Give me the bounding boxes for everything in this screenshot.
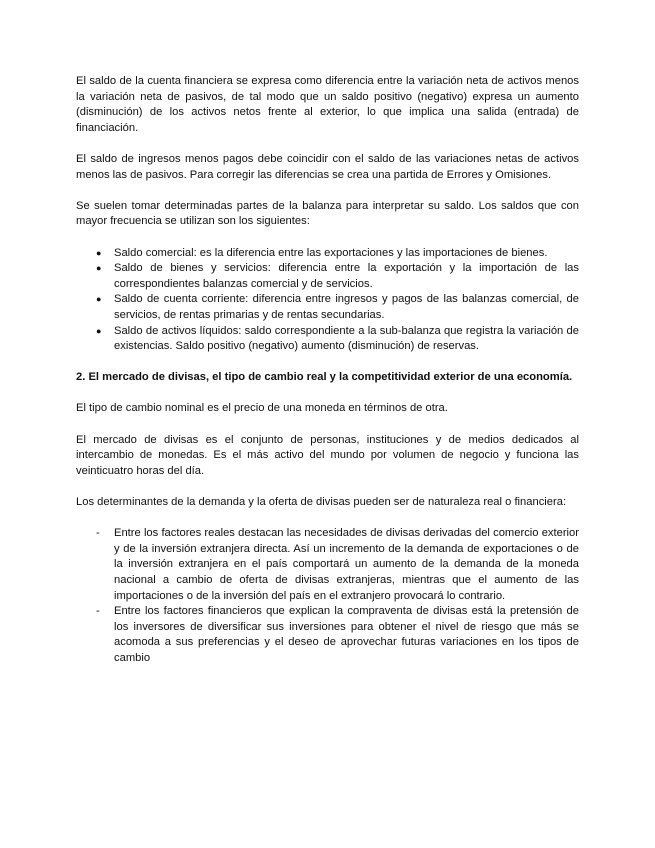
document-page	[76, 74, 579, 667]
list-item-text: Saldo de bienes y servicios: diferencia entre la exportación y la importación de las correspondientes balanzas comercial y de servicios.	[114, 262, 579, 290]
paragraph-saldos-intro: Se suelen tomar determinadas partes de la balanza para interpretar su saldo. Los saldos que con mayor frecuencia se utilizan son los siguientes:	[76, 199, 579, 228]
paragraph-mercado-divisas: El mercado de divisas es el conjunto de personas, instituciones y de medios dedicados al intercambio de monedas. Es el más activo del mundo por volumen de negocio y funciona las veinticuatro horas del día.	[76, 433, 579, 477]
factores-dash-list	[76, 526, 579, 666]
list-item	[76, 604, 579, 666]
paragraph-tipo-cambio-nominal: El tipo de cambio nominal es el precio de una moneda en términos de otra.	[76, 402, 448, 415]
dash-marker: -	[96, 527, 100, 540]
saldos-bullet-list	[76, 246, 579, 355]
paragraph-cuenta-financiera: El saldo de la cuenta financiera se expresa como diferencia entre la variación neta de activos menos la variación neta de pasivos, de tal modo que un saldo positivo (negativo) expresa un aumento (disminución) de los activos netos frente al exterior, lo que implica una salida (entrada) de financiación.	[76, 75, 579, 134]
bullet-marker: ●	[96, 247, 102, 258]
list-item	[76, 246, 579, 262]
section-heading: 2. El mercado de divisas, el tipo de cambio real y la competitividad exterior de una economía.	[76, 371, 573, 384]
paragraph-determinantes: Los determinantes de la demanda y la oferta de divisas pueden ser de naturaleza real o financiera:	[76, 496, 567, 509]
list-item-text: Entre los factores financieros que explican la compraventa de divisas está la pretensión de los inversores de diversificar sus inversiones para obtener el nivel de riesgo que más se acomoda a sus preferencias y el deseo de aprovechar futuras variaciones en los tipos de cambio	[114, 605, 579, 664]
list-item-text: Saldo de cuenta corriente: diferencia entre ingresos y pagos de las balanzas comercial, de servicios, de rentas primarias y de rentas secundarias.	[114, 293, 579, 321]
list-item	[76, 526, 579, 604]
dash-marker: -	[96, 605, 100, 618]
list-item	[76, 261, 579, 292]
bullet-marker: ●	[96, 325, 102, 336]
bullet-marker: ●	[96, 263, 102, 274]
list-item-text: Entre los factores reales destacan las necesidades de divisas derivadas del comercio exterior y de la inversión extranjera directa. Así un incremento de la demanda de exportaciones o de la inversión extranjera en el país comportará un aumento de la demanda de la moneda nacional a cambio de oferta de divisas extranjeras, mientras que el aumento de las importaciones o de la inversión del país en el extranjero provocará lo contrario.	[114, 527, 579, 602]
paragraph-errores-omisiones: El saldo de ingresos menos pagos debe coincidir con el saldo de las variaciones netas de activos menos las de pasivos. Para corregir las diferencias se crea una partida de Errores y Omisiones.	[76, 152, 579, 181]
list-item-text: Saldo comercial: es la diferencia entre las exportaciones y las importaciones de bienes.	[114, 246, 548, 259]
bullet-marker: ●	[96, 294, 102, 305]
list-item	[76, 292, 579, 323]
list-item	[76, 324, 579, 355]
list-item-text: Saldo de activos líquidos: saldo correspondiente a la sub-balanza que registra la variación de existencias. Saldo positivo (negativo) aumento (disminución) de reservas.	[114, 324, 579, 353]
